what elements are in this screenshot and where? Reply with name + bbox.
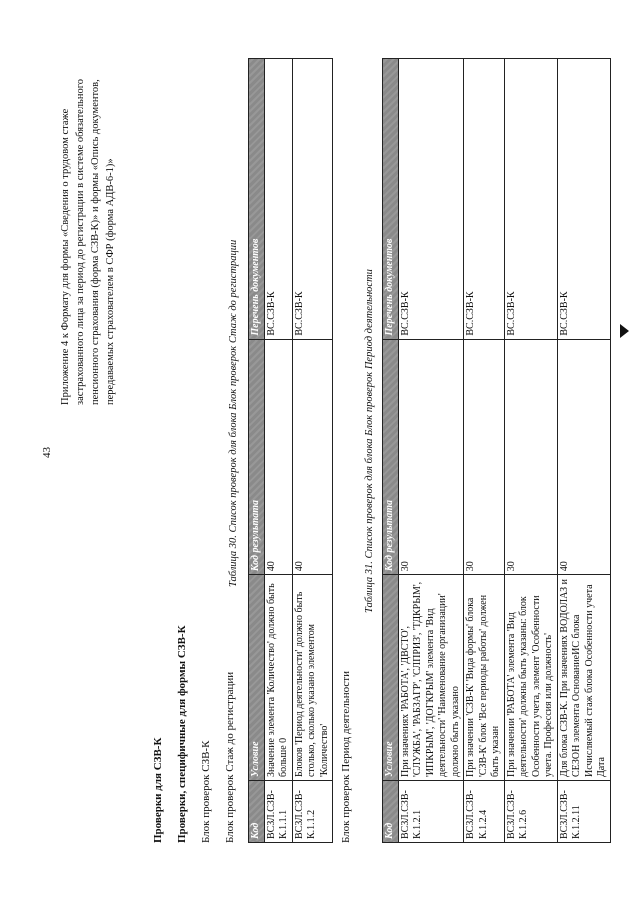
column-header-result-code: Код результата xyxy=(383,339,399,575)
cell-condition: Для блока СЗВ-К. При значениях ВОДОЛАЗ и СЕЗОН элемента ОснованиеИС блока Исчисляемый стаж блока Особенности учета Дата xyxy=(557,575,610,781)
heading-block-stazh: Блок проверок Стаж до регистрации xyxy=(224,671,236,843)
cell-documents: ВС.СЗВ-К xyxy=(398,59,464,340)
cell-condition: При значении 'СЗВ-К' 'Вида формы' блока 'СЗВ-К' блок 'Все периоды работы' должен быть указан xyxy=(464,575,505,781)
cell-code: ВСЗЛ.СЗВ-К.1.2.11 xyxy=(557,781,610,843)
cell-code: ВСЗЛ.СЗВ-К.1.1.2 xyxy=(292,781,333,843)
table31 xyxy=(382,58,611,843)
cell-documents: ВС.СЗВ-К xyxy=(264,59,292,340)
column-header-result-code: Код результата xyxy=(249,339,265,575)
heading-block-period: Блок проверок Период деятельности xyxy=(340,671,352,843)
table-row xyxy=(264,59,292,843)
table31-header-row xyxy=(383,59,399,843)
cell-result-code: 40 xyxy=(292,339,333,575)
cell-condition: При значениях 'РАБОТА', 'ДВСТО', 'СЛУЖБА', 'РАБЗАГР', 'СЛПРИЗ', 'ТДКРЫМ', 'ИПКРЫМ', 'ДОГКРЫМ' элемента 'Вид деятельности' 'Наименование организации' должно быть указано xyxy=(398,575,464,781)
cell-result-code: 40 xyxy=(557,339,610,575)
table-row xyxy=(464,59,505,843)
cell-result-code: 30 xyxy=(398,339,464,575)
cell-condition: Значение элемента 'Количество' должно быть больше 0 xyxy=(264,575,292,781)
table-row xyxy=(557,59,610,843)
table30-header-row xyxy=(249,59,265,843)
column-header-condition: Условие xyxy=(383,575,399,781)
cell-result-code: 30 xyxy=(464,339,505,575)
cell-documents: ВС.СЗВ-К xyxy=(504,59,557,340)
column-header-code: Код xyxy=(383,781,399,843)
column-header-condition: Условие xyxy=(249,575,265,781)
cell-code: ВСЗЛ.СЗВ-К.1.2.6 xyxy=(504,781,557,843)
table30-caption: Таблица 30. Список проверок для блока Блок проверок Стаж до регистрации xyxy=(228,239,239,587)
column-header-documents: Перечень документов xyxy=(383,59,399,340)
cell-condition: При значении 'РАБОТА' элемента 'Вид деятельности' должны быть указаны: блок Особенности учета, элемент 'Особенности учета. Профессия или должность' xyxy=(504,575,557,781)
cell-documents: ВС.СЗВ-К xyxy=(464,59,505,340)
table-row xyxy=(292,59,333,843)
column-header-code: Код xyxy=(249,781,265,843)
cell-code: ВСЗЛ.СЗВ-К.1.1.1 xyxy=(264,781,292,843)
scan-marker-icon xyxy=(620,324,629,338)
table-row xyxy=(398,59,464,843)
column-header-documents: Перечень документов xyxy=(249,59,265,340)
table31-caption: Таблица 31. Список проверок для блока Блок проверок Период деятельности xyxy=(364,269,375,613)
heading-specific-checks: Проверки, специфичные для формы СЗВ-К xyxy=(176,625,188,843)
heading-checks: Проверки для СЗВ-К xyxy=(152,737,164,843)
heading-block: Блок проверок СЗВ-К xyxy=(200,740,212,843)
cell-result-code: 40 xyxy=(264,339,292,575)
cell-result-code: 30 xyxy=(504,339,557,575)
table-row xyxy=(504,59,557,843)
appendix-note: Приложение 4 к Формату для формы «Сведения о трудовом стаже застрахованного лица за период до регистрации в системе обязательного пенсионного страхования (форма СЗВ-К)» и формы «Опись документов, передаваемых страхователем в СФР (форма АДВ-6-1)» xyxy=(60,78,116,405)
table30 xyxy=(248,58,333,843)
cell-code: ВСЗЛ.СЗВ-К.1.2.4 xyxy=(464,781,505,843)
page-number: 43 xyxy=(41,447,53,458)
cell-documents: ВС.СЗВ-К xyxy=(557,59,610,340)
cell-code: ВСЗЛ.СЗВ-К.1.2.1 xyxy=(398,781,464,843)
cell-documents: ВС.СЗВ-К xyxy=(292,59,333,340)
cell-condition: Блоков 'Период деятельности' должно быть столько, сколько указано элементом 'Количество' xyxy=(292,575,333,781)
